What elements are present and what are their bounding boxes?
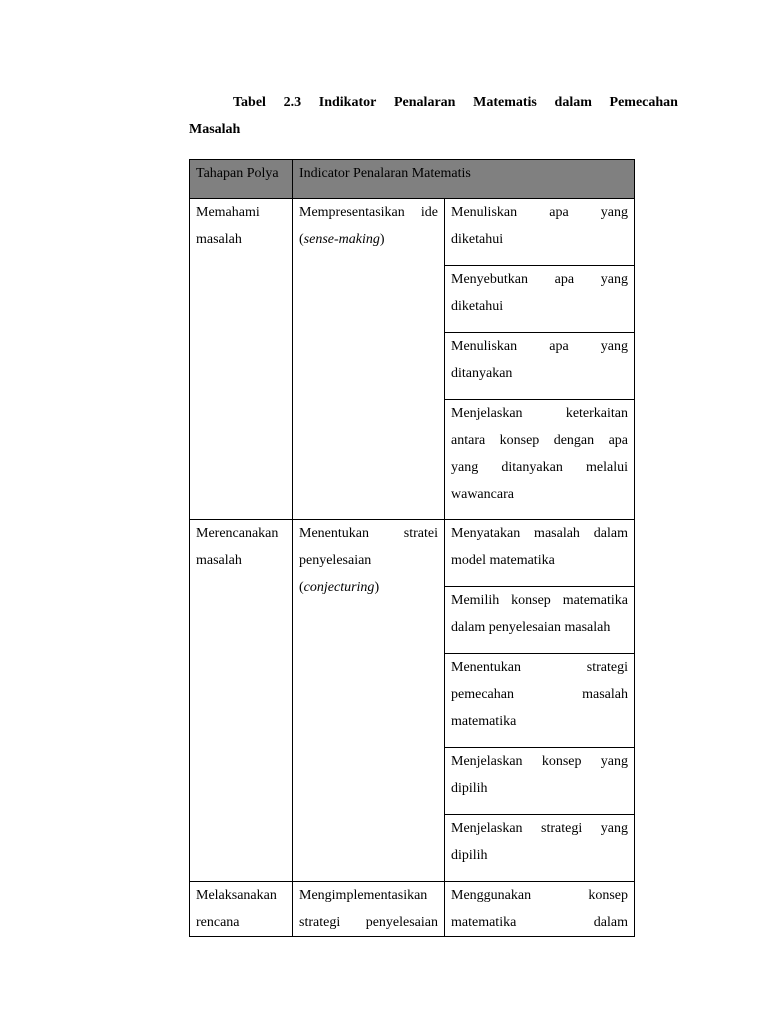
caption-word: Pemecahan	[609, 95, 678, 110]
indicator-cell: Mempresentasikan ide (sense-making)	[293, 199, 445, 520]
caption-word: Penalaran	[394, 95, 456, 110]
table-row	[190, 520, 635, 587]
stage-cell: Merencanakan masalah	[190, 520, 293, 882]
stage-cell: Melaksanakan rencana	[190, 882, 293, 937]
caption-word: dalam	[554, 95, 592, 110]
table-row	[190, 199, 635, 266]
caption-word: 2.3	[283, 95, 302, 110]
header-indicator: Indicator Penalaran Matematis	[293, 160, 635, 199]
table-caption	[189, 89, 678, 143]
caption-word: Matematis	[473, 95, 537, 110]
caption-line-1	[189, 89, 678, 116]
sub-indicator-cell: Menyebutkan apa yang diketahui	[445, 266, 635, 333]
sub-indicator-cell: Menjelaskan keterkaitan antara konsep dengan apa yang ditanyakan melalui wawancara	[445, 400, 635, 520]
sub-indicator-cell: Menentukan strategi pemecahan masalah matematika	[445, 654, 635, 748]
reasoning-indicator-table	[189, 159, 635, 937]
sub-indicator-cell: Menjelaskan konsep yang dipilih	[445, 748, 635, 815]
indicator-cell: Menentukan stratei penyelesaian (conjecturing)	[293, 520, 445, 882]
sub-indicator-cell: Menjelaskan strategi yang dipilih	[445, 815, 635, 882]
sub-indicator-cell: Menyatakan masalah dalam model matematika	[445, 520, 635, 587]
table-header-row	[190, 160, 635, 199]
sub-indicator-cell: Menuliskan apa yang ditanyakan	[445, 333, 635, 400]
sub-indicator-cell: Memilih konsep matematika dalam penyelesaian masalah	[445, 587, 635, 654]
stage-cell: Memahami masalah	[190, 199, 293, 520]
caption-line-2: Masalah	[189, 122, 241, 137]
caption-word: Tabel	[233, 95, 266, 110]
header-stage: Tahapan Polya	[190, 160, 293, 199]
caption-word: Indikator	[318, 95, 377, 110]
sub-indicator-cell: Menggunakan konsep matematika dalam	[445, 882, 635, 937]
indicator-cell: Mengimplementasikan strategi penyelesaian	[293, 882, 445, 937]
table-row	[190, 882, 635, 937]
sub-indicator-cell: Menuliskan apa yang diketahui	[445, 199, 635, 266]
